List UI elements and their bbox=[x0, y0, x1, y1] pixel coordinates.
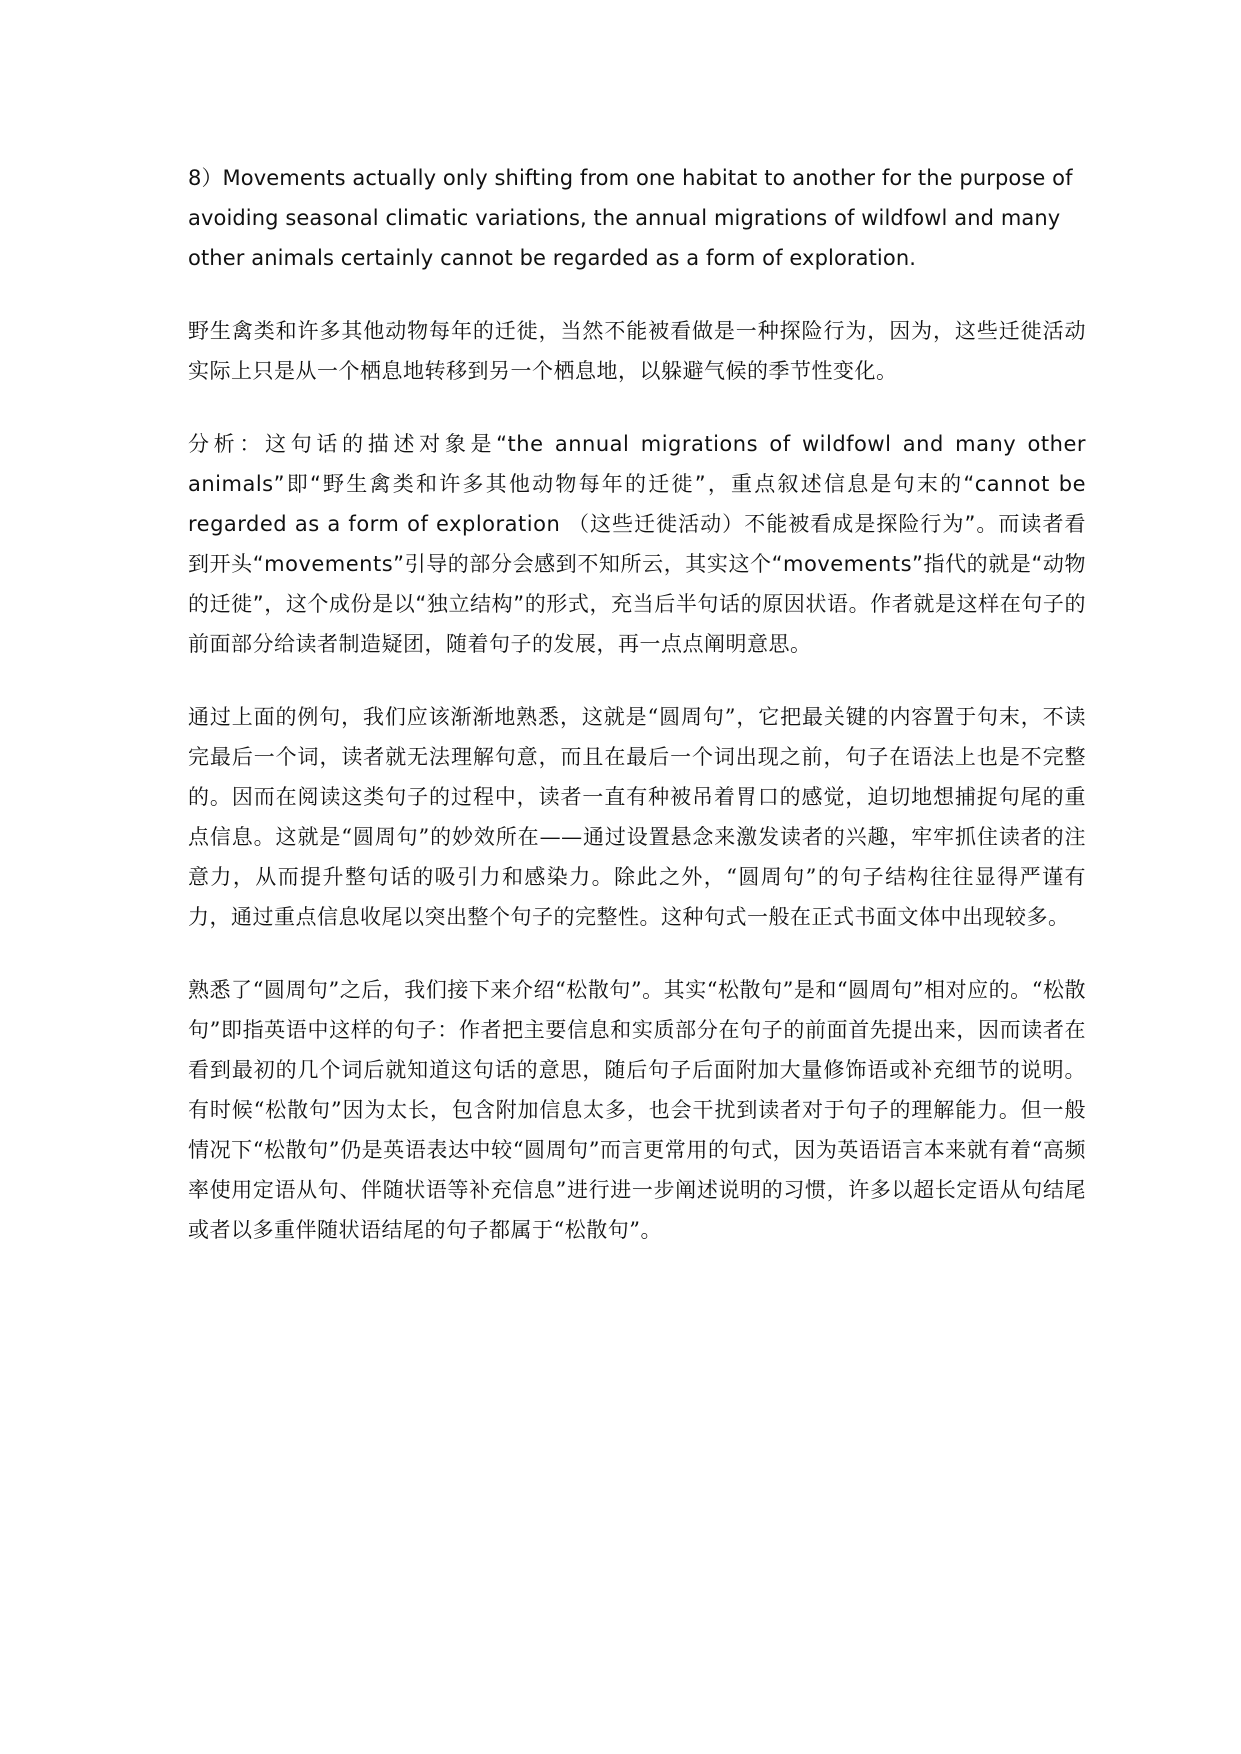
document-page bbox=[188, 158, 1086, 1283]
periodic-sentence-paragraph: 通过上面的例句，我们应该渐渐地熟悉，这就是“圆周句”，它把最关键的内容置于句末，不读完最后一个词，读者就无法理解句意，而且在最后一个词出现之前，句子在语法上也是不完整的。因而在阅读这类句子的过程中，读者一直有种被吊着胃口的感觉，迫切地想捕捉句尾的重点信息。这就是“圆周句”的妙效所在——通过设置悬念来激发读者的兴趣，牢牢抓住读者的注意力，从而提升整句话的吸引力和感染力。除此之外，“圆周句”的句子结构往往显得严谨有力，通过重点信息收尾以突出整个句子的完整性。这种句式一般在正式书面文体中出现较多。 bbox=[188, 705, 1086, 929]
loose-sentence-paragraph: 熟悉了“圆周句”之后，我们接下来介绍“松散句”。其实“松散句”是和“圆周句”相对应的。“松散句”即指英语中这样的句子：作者把主要信息和实质部分在句子的前面首先提出来，因而读者在看到最初的几个词后就知道这句话的意思，随后句子后面附加大量修饰语或补充细节的说明。有时候“松散句”因为太长，包含附加信息太多，也会干扰到读者对于句子的理解能力。但一般情况下“松散句”仍是英语表达中较“圆周句”而言更常用的句式，因为英语语言本来就有着“高频率使用定语从句、伴随状语等补充信息”进行进一步阐述说明的习惯，许多以超长定语从句结尾或者以多重伴随状语结尾的句子都属于“松散句”。 bbox=[188, 978, 1086, 1242]
example-sentence-translation: 野生禽类和许多其他动物每年的迁徙，当然不能被看做是一种探险行为，因为，这些迁徙活动实际上只是从一个栖息地转移到另一个栖息地，以躲避气候的季节性变化。 bbox=[188, 319, 1086, 383]
example-sentence-english: 8）Movements actually only shifting from one habitat to another for the purpose of avoiding seasonal climatic variations, the annual migrations of wildfowl and many other animals certainly cannot be regarded as a form of exploration. bbox=[188, 166, 1073, 270]
analysis-paragraph: 分析：这句话的描述对象是“the annual migrations of wildfowl and many other animals”即“野生禽类和许多其他动物每年的迁徙”，重点叙述信息是句末的“cannot be regarded as a form of exploration （这些迁徙活动）不能被看成是探险行为”。而读者看到开头“movements”引导的部分会感到不知所云，其实这个“movements”指代的就是“动物的迁徙”，这个成份是以“独立结构”的形式，充当后半句话的原因状语。作者就是这样在句子的前面部分给读者制造疑团，随着句子的发展，再一点点阐明意思。 bbox=[188, 432, 1086, 656]
